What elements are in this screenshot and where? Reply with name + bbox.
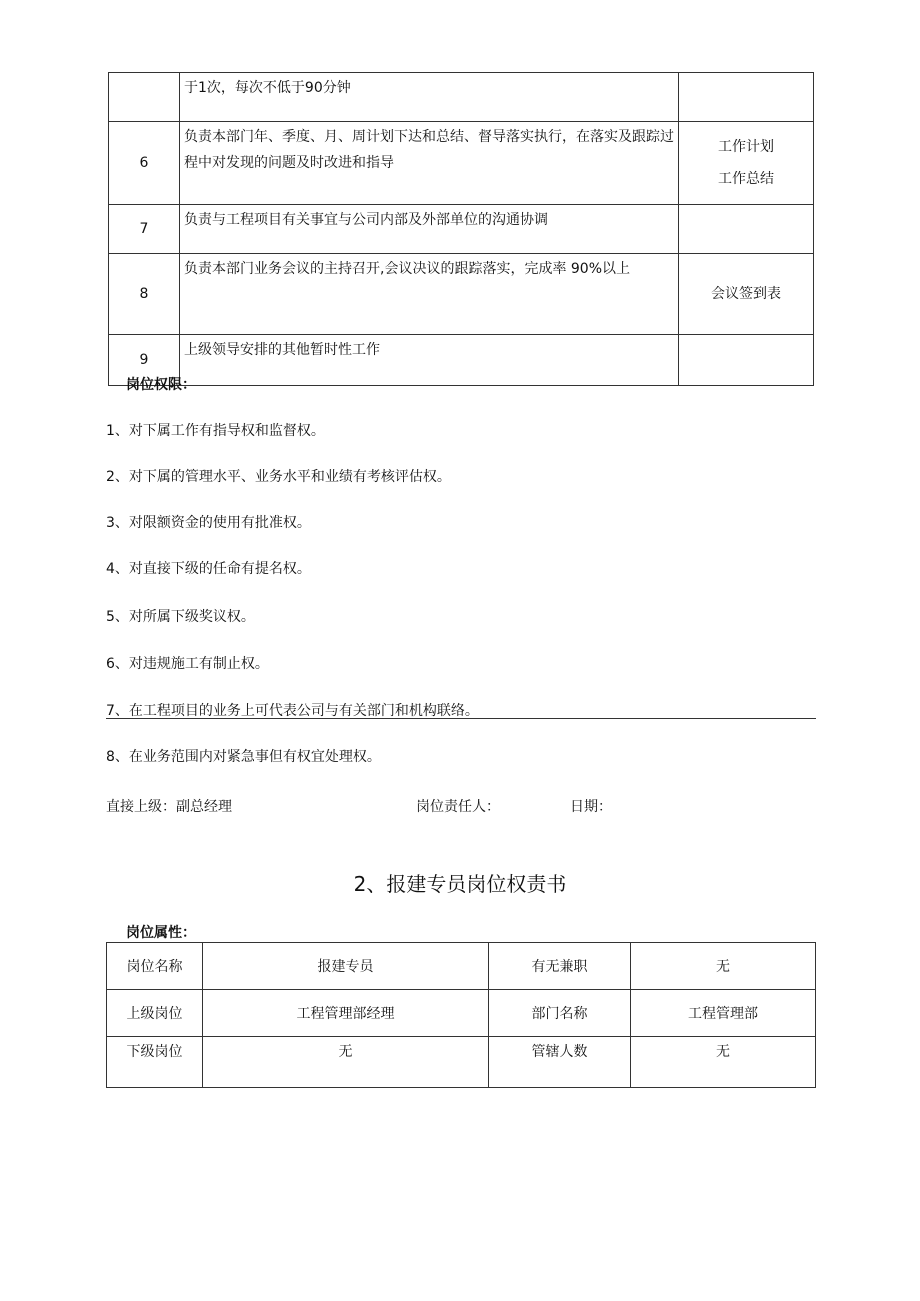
duty-description: 上级领导安排的其他暂时性工作 [180,335,679,386]
authority-item-7: 7、在工程项目的业务上可代表公司与有关部门和机构联络。 [106,703,479,719]
authority-item-1: 1、对下属工作有指导权和监督权。 [106,423,325,439]
duty-record [679,205,814,254]
authority-item-8: 8、在业务范围内对紧急事但有权宜处理权。 [106,749,381,765]
authority-item-4: 4、对直接下级的任命有提名权。 [106,561,311,577]
attr-label: 管辖人数 [489,1037,631,1088]
authority-heading: 岗位权限： [126,377,196,393]
record-work-summary: 工作总结 [718,171,774,187]
authority-item-5: 5、对所属下级奖议权。 [106,609,255,625]
duty-description: 负责与工程项目有关事宜与公司内部及外部单位的沟通协调 [180,205,679,254]
table-row [107,990,816,1037]
attributes-heading: 岗位属性： [126,925,196,941]
attr-value: 报建专员 [203,943,489,990]
date-label: 日期： [570,799,612,815]
attr-value: 无 [631,1037,816,1088]
duty-description: 于1次，每次不低于90分钟 [180,73,679,122]
duty-number: 6 [109,122,180,205]
table-row [109,73,814,122]
duty-record: 会议签到表 [679,254,814,335]
table-row [109,254,814,335]
duties-table [108,72,814,386]
section-title: 2、报建专员岗位权责书 [353,872,567,896]
attr-value: 无 [203,1037,489,1088]
authority-item-6: 6、对违规施工有制止权。 [106,656,269,672]
table-row [107,943,816,990]
attr-label: 有无兼职 [489,943,631,990]
duty-number [109,73,180,122]
divider [106,718,816,719]
attr-value: 工程管理部经理 [203,990,489,1037]
record-work-plan: 工作计划 [718,139,774,155]
authority-item-3: 3、对限额资金的使用有批准权。 [106,515,311,531]
table-row [109,205,814,254]
attr-value: 无 [631,943,816,990]
direct-superior: 直接上级：副总经理 [106,799,232,815]
table-row [109,335,814,386]
attr-value: 工程管理部 [631,990,816,1037]
duty-number: 8 [109,254,180,335]
attr-label: 上级岗位 [107,990,203,1037]
attributes-table [106,942,816,1088]
table-row [109,122,814,205]
authority-item-2: 2、对下属的管理水平、业务水平和业绩有考核评估权。 [106,469,451,485]
attr-label: 岗位名称 [107,943,203,990]
responsible-person: 岗位责任人： [416,799,500,815]
attr-label: 下级岗位 [107,1037,203,1088]
duty-number: 7 [109,205,180,254]
duty-description: 负责本部门年、季度、月、周计划下达和总结、督导落实执行，在落实及跟踪过程中对发现的问题及时改进和指导 [180,122,679,205]
table-row [107,1037,816,1088]
duty-record [679,73,814,122]
duty-record [679,122,814,205]
duty-description: 负责本部门业务会议的主持召开,会议决议的跟踪落实，完成率 90%以上 [180,254,679,335]
attr-label: 部门名称 [489,990,631,1037]
duty-number: 9 [109,335,180,386]
duty-record [679,335,814,386]
